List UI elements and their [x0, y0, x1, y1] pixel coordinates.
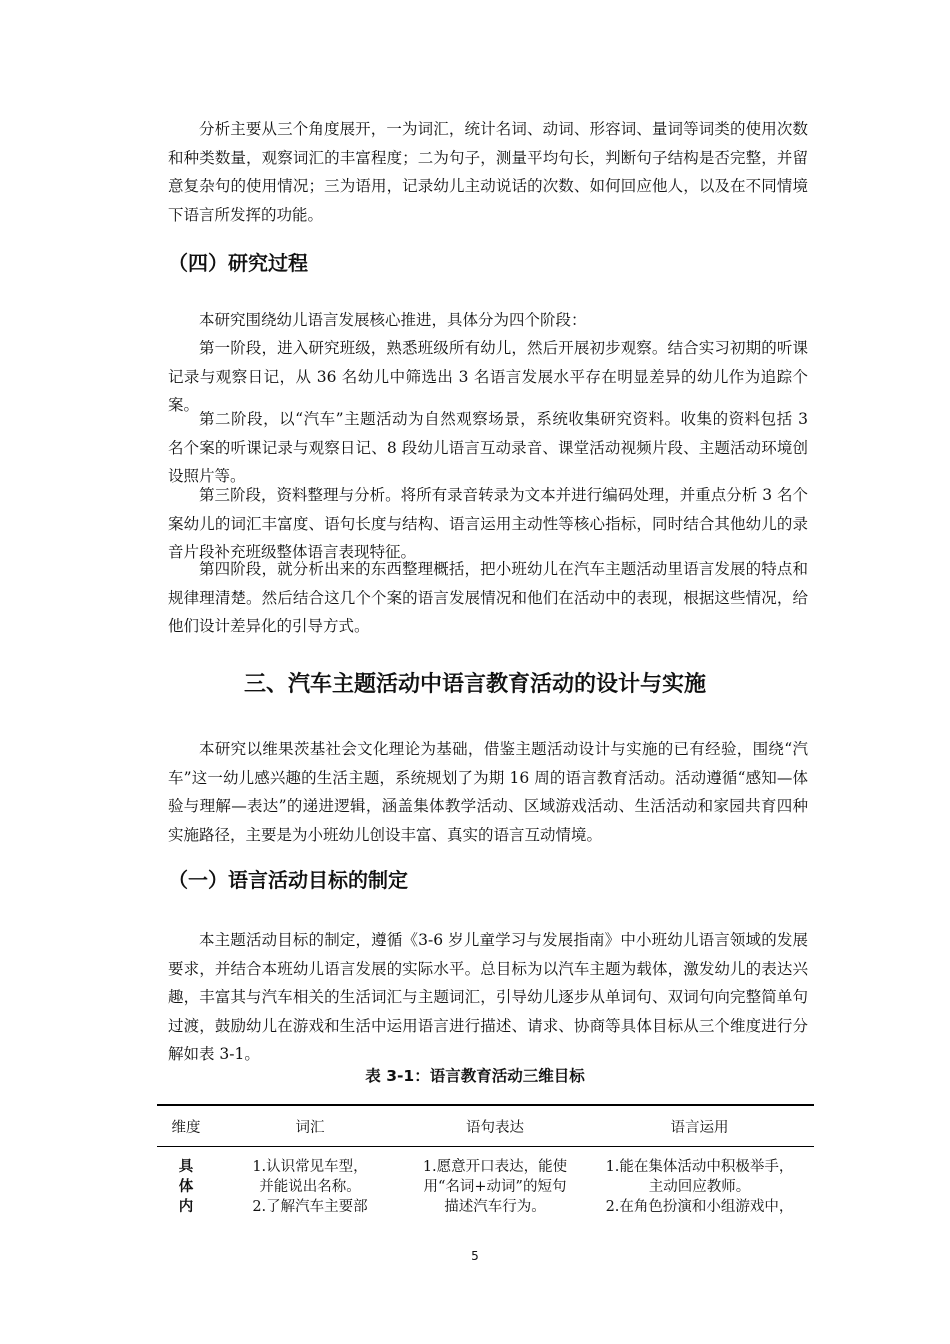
header-usage: 语言运用 [585, 1105, 814, 1147]
cell-line: 1.能在集体活动中积极举手， [605, 1159, 794, 1175]
cell-line: 1.愿意开口表达，能使 [422, 1159, 568, 1175]
cell-line: 并能说出名称。 [259, 1179, 361, 1195]
cell-usage [585, 1147, 814, 1218]
cell-line: 1.认识常见车型， [252, 1159, 368, 1175]
paragraph-goals: 本主题活动目标的制定，遵循《3-6 岁儿童学习与发展指南》中小班幼儿语言领域的发展要求，并结合本班幼儿语言发展的实际水平。总目标为以汽车主题为载体，激发幼儿的表达兴趣，丰富其与汽车相关的生活词汇与主题词汇，引导幼儿逐步从单词句、双词句向完整简单句过渡，鼓励幼儿在游戏和生活中运用语言进行描述、请求、协商等具体目标从三个维度进行分解如表 3-1。 [168, 931, 808, 1063]
cell-sentence [405, 1147, 585, 1218]
table-header-row [157, 1105, 814, 1147]
paragraph-stage-1: 第一阶段，进入研究班级，熟悉班级所有幼儿，然后开展初步观察。结合实习初期的听课记录与观察日记，从 36 名幼儿中筛选出 3 名语言发展水平存在明显差异的幼儿作为追踪个案。 [168, 339, 808, 414]
table-caption: 表 3-1：语言教育活动三维目标 [365, 1067, 585, 1085]
header-sentence: 语句表达 [405, 1105, 585, 1147]
cell-line: 用“名词+动词”的短句 [423, 1179, 567, 1195]
header-dimension: 维度 [157, 1105, 215, 1147]
cell-line: 主动回应教师。 [648, 1179, 751, 1195]
cell-line: 2.在角色扮演和小组游戏中， [605, 1199, 794, 1215]
row-label-char: 内 [178, 1199, 194, 1215]
paragraph-chapter-intro: 本研究以维果茨基社会文化理论为基础，借鉴主题活动设计与实施的已有经验，围绕“汽车”这一幼儿感兴趣的生活主题，系统规划了为期 16 周的语言教育活动。活动遵循“感知—体验与理解—表达”的递进逻辑，涵盖集体教学活动、区域游戏活动、生活活动和家园共育四种实施路径，主要是为小班幼儿创设丰富、真实的语言互动情境。 [168, 740, 808, 844]
cell-line: 描述汽车行为。 [444, 1199, 546, 1215]
paragraph-stages-intro: 本研究围绕幼儿语言发展核心推进，具体分为四个阶段： [199, 311, 587, 329]
goals-table [157, 1104, 814, 1217]
cell-line: 2.了解汽车主要部 [252, 1199, 368, 1215]
paragraph-analysis: 分析主要从三个角度展开，一为词汇，统计名词、动词、形容词、量词等词类的使用次数和种类数量，观察词汇的丰富程度；二为句子，测量平均句长，判断句子结构是否完整，并留意复杂句的使用情况；三为语用，记录幼儿主动说话的次数、如何回应他人，以及在不同情境下语言所发挥的功能。 [168, 120, 808, 224]
section-heading-research-process: （四）研究过程 [168, 251, 308, 275]
chapter-heading: 三、汽车主题活动中语言教育活动的设计与实施 [243, 672, 706, 697]
paragraph-stage-4: 第四阶段，就分析出来的东西整理概括，把小班幼儿在汽车主题活动里语言发展的特点和规律理清楚。然后结合这几个个案的语言发展情况和他们在活动中的表现，根据这些情况，给他们设计差异化的引导方式。 [168, 560, 808, 635]
paragraph-stage-3: 第三阶段，资料整理与分析。将所有录音转录为文本并进行编码处理，并重点分析 3 名个案幼儿的词汇丰富度、语句长度与结构、语言运用主动性等核心指标，同时结合其他幼儿的录音片段补充班级整体语言表现特征。 [168, 486, 808, 561]
table-row [157, 1147, 814, 1218]
row-label-char: 体 [178, 1179, 194, 1195]
paragraph-stage-2: 第二阶段，以“汽车”主题活动为自然观察场景，系统收集研究资料。收集的资料包括 3 名个案的听课记录与观察日记、8 段幼儿语言互动录音、课堂活动视频片段、主题活动环境创设照片等。 [168, 410, 808, 485]
header-vocabulary: 词汇 [215, 1105, 405, 1147]
row-label-char: 具 [178, 1159, 194, 1175]
page-number: 5 [471, 1249, 479, 1263]
section-heading-goals: （一）语言活动目标的制定 [168, 868, 408, 892]
cell-vocabulary [215, 1147, 405, 1218]
row-label [157, 1147, 215, 1218]
